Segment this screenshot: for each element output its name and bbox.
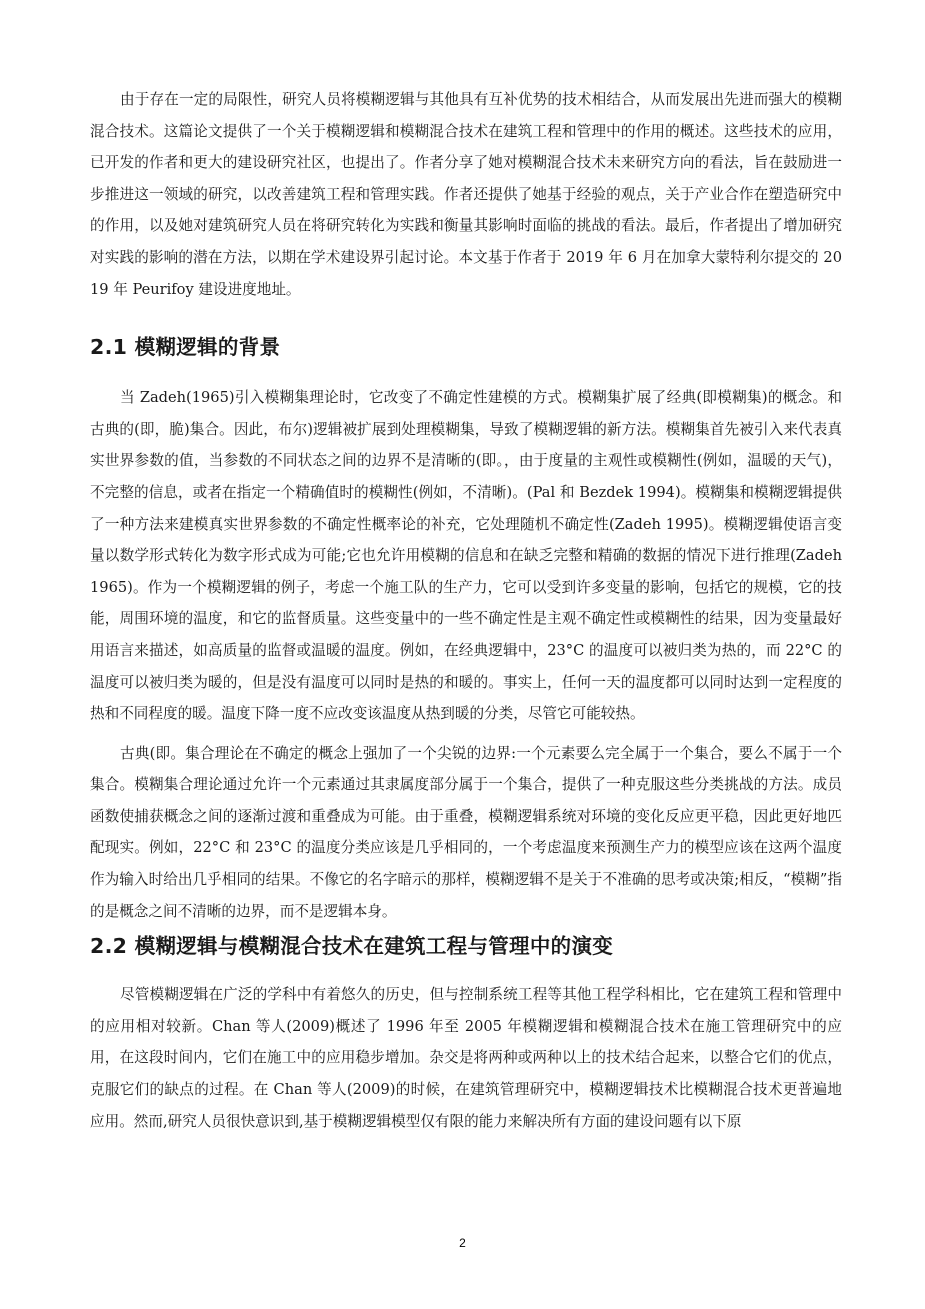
document-body [90,84,842,1137]
evolution-paragraph-1: 尽管模糊逻辑在广泛的学科中有着悠久的历史，但与控制系统工程等其他工程学科相比，它在建筑工程和管理中的应用相对较新。Chan 等人(2009)概述了 1996 年至 2005 年模糊逻辑和模糊混合技术在施工管理研究中的应用，在这段时间内，它们在施工中的应用稳步增加。杂交是将两种或两种以上的技术结合起来，以整合它们的优点，克服它们的缺点的过程。在 Chan 等人(2009)的时候，在建筑管理研究中，模糊逻辑技术比模糊混合技术更普遍地应用。然而,研究人员很快意识到,基于模糊逻辑模型仅有限的能力来解决所有方面的建设问题有以下原 [90,986,842,1130]
section-heading-2-2: 2.2 模糊逻辑与模糊混合技术在建筑工程与管理中的演变 [90,934,614,959]
background-paragraph-2: 古典(即。集合理论在不确定的概念上强加了一个尖锐的边界:一个元素要么完全属于一个集合，要么不属于一个集合。模糊集合理论通过允许一个元素通过其隶属度部分属于一个集合，提供了一种克服这些分类挑战的方法。成员函数使捕获概念之间的逐渐过渡和重叠成为可能。由于重叠，模糊逻辑系统对环境的变化反应更平稳，因此更好地匹配现实。例如，22°C 和 23°C 的温度分类应该是几乎相同的，一个考虑温度来预测生产力的模型应该在这两个温度作为输入时给出几乎相同的结果。不像它的名字暗示的那样，模糊逻辑不是关于不准确的思考或决策;相反，“模糊”指的是概念之间不清晰的边界，而不是逻辑本身。 [90,744,842,920]
page-number: 2 [459,1236,466,1250]
intro-paragraph: 由于存在一定的局限性，研究人员将模糊逻辑与其他具有互补优势的技术相结合，从而发展出先进而强大的模糊混合技术。这篇论文提供了一个关于模糊逻辑和模糊混合技术在建筑工程和管理中的作用的概述。这些技术的应用，已开发的作者和更大的建设研究社区，也提出了。作者分享了她对模糊混合技术未来研究方向的看法，旨在鼓励进一步推进这一领域的研究，以改善建筑工程和管理实践。作者还提供了她基于经验的观点，关于产业合作在塑造研究中的作用，以及她对建筑研究人员在将研究转化为实践和衡量其影响时面临的挑战的看法。最后，作者提出了增加研究对实践的影响的潜在方法，以期在学术建设界引起讨论。本文基于作者于 2019 年 6 月在加拿大蒙特利尔提交的 2019 年 Peurifoy 建设进度地址。 [90,91,842,298]
background-paragraph-1: 当 Zadeh(1965)引入模糊集理论时，它改变了不确定性建模的方式。模糊集扩展了经典(即模糊集)的概念。和古典的(即，脆)集合。因此，布尔)逻辑被扩展到处理模糊集，导致了模糊逻辑的新方法。模糊集首先被引入来代表真实世界参数的值，当参数的不同状态之间的边界不是清晰的(即。，由于度量的主观性或模糊性(例如，温暖的天气)，不完整的信息，或者在指定一个精确值时的模糊性(例如，不清晰)。(Pal 和 Bezdek 1994)。模糊集和模糊逻辑提供了一种方法来建模真实世界参数的不确定性概率论的补充，它处理随机不确定性(Zadeh 1995)。模糊逻辑使语言变量以数学形式转化为数字形式成为可能;它也允许用模糊的信息和在缺乏完整和精确的数据的情况下进行推理(Zadeh 1965)。作为一个模糊逻辑的例子，考虑一个施工队的生产力，它可以受到许多变量的影响，包括它的规模，它的技能，周围环境的温度，和它的监督质量。这些变量中的一些不确定性是主观不确定性或模糊性的结果，因为变量最好用语言来描述，如高质量的监督或温暖的温度。例如，在经典逻辑中，23°C 的温度可以被归类为热的，而 22°C 的温度可以被归类为暖的，但是没有温度可以同时是热的和暖的。事实上，任何一天的温度都可以同时达到一定程度的热和不同程度的暖。温度下降一度不应改变该温度从热到暖的分类，尽管它可能较热。 [90,389,842,723]
section-heading-2-1: 2.1 模糊逻辑的背景 [90,335,281,360]
